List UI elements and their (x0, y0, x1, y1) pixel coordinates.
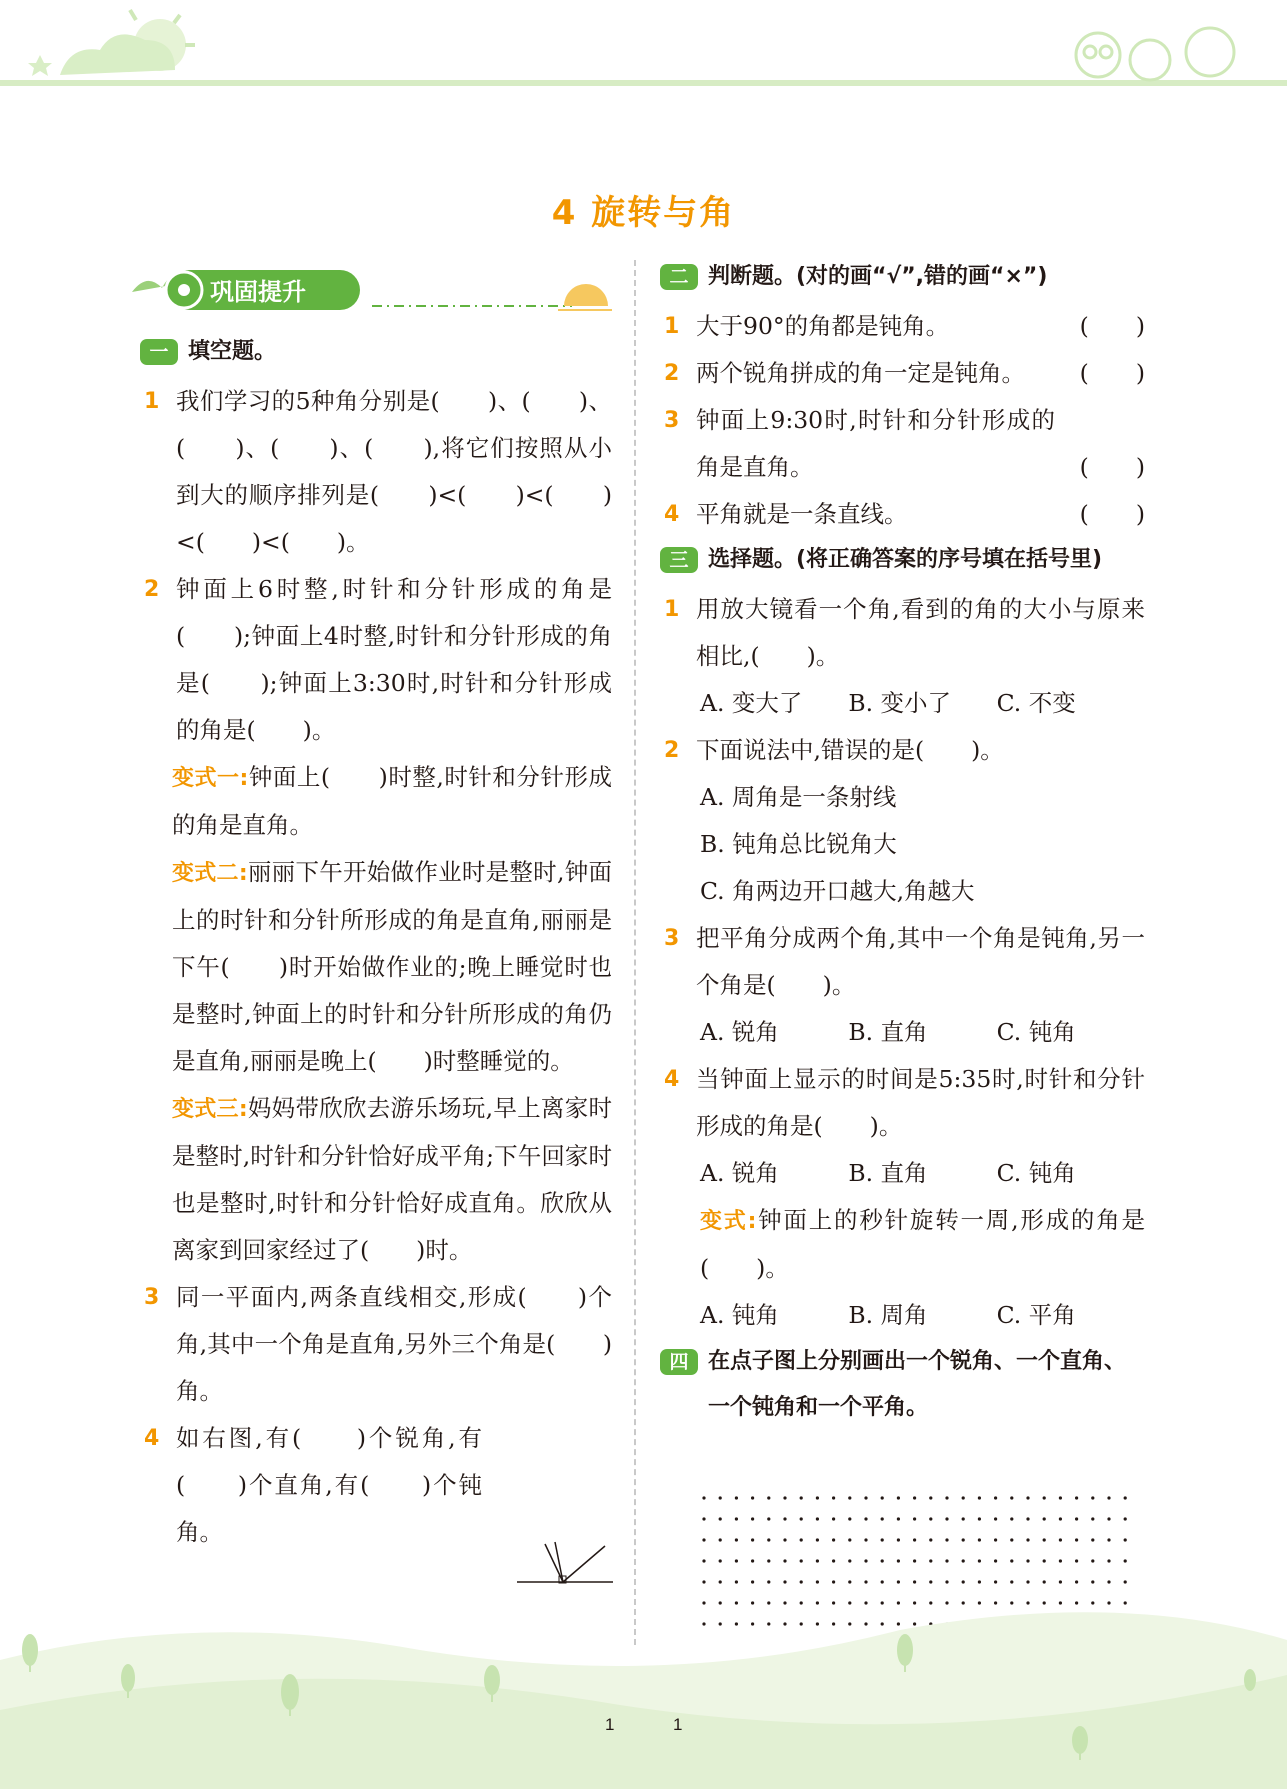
grid-dot (929, 1580, 932, 1583)
grid-dot (1075, 1517, 1078, 1520)
grid-dot (816, 1559, 819, 1562)
grid-dot (1026, 1580, 1029, 1583)
variant-text: 钟面上的秒针旋转一周,形成的角是( )。 (700, 1206, 1145, 1282)
grid-dot (1091, 1496, 1094, 1499)
grid-dot (881, 1559, 884, 1562)
grid-dot (945, 1538, 948, 1541)
section-draw-heading (660, 1339, 1145, 1431)
grid-dot (1107, 1496, 1110, 1499)
grid-dot (962, 1580, 965, 1583)
grid-dot (1107, 1538, 1110, 1541)
grid-dot (832, 1538, 835, 1541)
question-number: 2 (664, 361, 680, 386)
grid-dot (1059, 1496, 1062, 1499)
fill-question-3 (140, 1274, 612, 1415)
grid-dot (1043, 1559, 1046, 1562)
grid-dot (800, 1517, 803, 1520)
grid-dot (1124, 1496, 1127, 1499)
question-text: 我们学习的5种角分别是( )、( )、( )、( )、( ),将它们按照从小到大的顺序排列是( )<( )<( )<( )<( )。 (176, 387, 612, 556)
section-title: 在点子图上分别画出一个锐角、一个直角、一个钝角和一个平角。 (708, 1349, 1127, 1420)
choice-question-1 (660, 586, 1145, 680)
grid-dot (929, 1538, 932, 1541)
grid-dot (832, 1580, 835, 1583)
grid-dot (783, 1538, 786, 1541)
grid-dot (702, 1538, 705, 1541)
grid-dot (832, 1496, 835, 1499)
grid-dot (897, 1517, 900, 1520)
grid-dot (881, 1517, 884, 1520)
section-banner (132, 262, 612, 318)
grid-dot (994, 1559, 997, 1562)
question-text: 两个锐角拼成的角一定是钝角。 (696, 359, 1025, 387)
question-number: 3 (144, 1285, 160, 1310)
option-a[interactable]: A. 锐角 (700, 1018, 779, 1046)
grid-dot (1124, 1580, 1127, 1583)
grid-dot (978, 1559, 981, 1562)
grid-dot (800, 1538, 803, 1541)
animal-heads-icon (1076, 28, 1234, 80)
choice-options-3 (660, 1009, 1145, 1056)
grid-dot (751, 1559, 754, 1562)
grid-dot (702, 1559, 705, 1562)
choice-question-2 (660, 727, 1145, 774)
grid-dot (994, 1538, 997, 1541)
option-b[interactable]: B. 直角 (848, 1159, 928, 1187)
grid-dot (1010, 1496, 1013, 1499)
grid-dot (962, 1517, 965, 1520)
option-c[interactable]: C. 平角 (996, 1301, 1076, 1329)
grid-dot (897, 1538, 900, 1541)
variant-label: 变式二: (172, 861, 248, 886)
grid-dot (751, 1580, 754, 1583)
question-text: 平角就是一条直线。 (696, 500, 908, 528)
judge-question-4 (660, 491, 1145, 538)
grid-dot (1075, 1496, 1078, 1499)
grid-dot (783, 1496, 786, 1499)
grid-dot (994, 1496, 997, 1499)
grid-dot (913, 1496, 916, 1499)
option-c[interactable]: C. 钝角 (996, 1159, 1076, 1187)
question-text: 同一平面内,两条直线相交,形成( )个角,其中一个角是直角,另外三个角是( )角。 (176, 1283, 612, 1405)
grid-dot (962, 1559, 965, 1562)
grid-dot (816, 1517, 819, 1520)
section-badge: 四 (660, 1349, 698, 1375)
grid-dot (913, 1517, 916, 1520)
grid-dot (1026, 1517, 1029, 1520)
grid-dot (945, 1580, 948, 1583)
sun-cloud-icon (28, 10, 195, 76)
option-a[interactable]: A. 周角是一条射线 (700, 783, 897, 811)
choice-options-1 (660, 680, 1145, 727)
grid-dot (767, 1559, 770, 1562)
grid-dot (800, 1580, 803, 1583)
grid-dot (719, 1496, 722, 1499)
question-text: 下面说法中,错误的是( )。 (696, 736, 1004, 764)
grid-dot (767, 1496, 770, 1499)
question-text: 钟面上6时整,时针和分针形成的角是( );钟面上4时整,时针和分针形成的角是( );钟面上3:30时,时针和分针形成的角是( )。 (176, 575, 612, 744)
question-number: 1 (664, 314, 680, 339)
judge-question-1 (660, 303, 1145, 350)
grid-dot (751, 1538, 754, 1541)
grid-dot (913, 1538, 916, 1541)
question-number: 4 (144, 1426, 160, 1451)
grid-dot (1043, 1517, 1046, 1520)
grid-dot (1059, 1538, 1062, 1541)
question-text: 把平角分成两个角,其中一个角是钝角,另一个角是( )。 (696, 924, 1145, 999)
fill-question-1 (140, 378, 612, 566)
option-c[interactable]: C. 角两边开口越大,角越大 (700, 877, 975, 905)
option-c[interactable]: C. 钝角 (996, 1018, 1076, 1046)
option-a[interactable]: A. 变大了 (700, 689, 803, 717)
grid-dot (848, 1580, 851, 1583)
choice-variant (660, 1197, 1145, 1292)
grid-dot (1075, 1559, 1078, 1562)
answer-blank: ( ) (1079, 453, 1145, 481)
grid-dot (962, 1496, 965, 1499)
right-column (660, 255, 1145, 1435)
left-column (140, 330, 612, 1556)
variant-text: 钟面上( )时整,时针和分针形成的角是直角。 (172, 763, 612, 839)
grid-dot (702, 1580, 705, 1583)
grid-dot (1043, 1580, 1046, 1583)
grid-dot (881, 1580, 884, 1583)
page-number-left: 1 (605, 1715, 615, 1734)
choice-options-variant (660, 1292, 1145, 1339)
grid-dot (1107, 1559, 1110, 1562)
question-number: 3 (664, 408, 680, 433)
grid-dot (1010, 1559, 1013, 1562)
variant-3 (140, 1085, 612, 1274)
grid-dot (897, 1580, 900, 1583)
grid-dot (1124, 1517, 1127, 1520)
section-fill-heading (140, 330, 612, 374)
grid-dot (719, 1580, 722, 1583)
grid-dot (816, 1496, 819, 1499)
grid-dot (1091, 1538, 1094, 1541)
grid-dot (864, 1559, 867, 1562)
bottom-scenery (0, 1600, 1287, 1789)
variant-text: 妈妈带欣欣去游乐场玩,早上离家时是整时,时针和分针恰好成平角;下午回家时也是整时,时针和分针恰好成直角。欣欣从离家到回家经过了( )时。 (172, 1094, 612, 1264)
option-c[interactable]: C. 不变 (996, 689, 1076, 717)
grid-dot (816, 1580, 819, 1583)
grid-dot (751, 1517, 754, 1520)
grid-dot (1091, 1580, 1094, 1583)
grid-dot (735, 1496, 738, 1499)
grid-dot (702, 1517, 705, 1520)
grid-dot (1010, 1517, 1013, 1520)
section-title: 填空题。 (188, 339, 277, 364)
grid-dot (832, 1559, 835, 1562)
grid-dot (735, 1538, 738, 1541)
grid-dot (962, 1538, 965, 1541)
grid-dot (1091, 1559, 1094, 1562)
question-text: 当钟面上显示的时间是5:35时,时针和分针形成的角是( )。 (696, 1065, 1145, 1140)
angle-figure (515, 1540, 615, 1600)
question-text: 钟面上9:30时,时针和分针形成的角是直角。 (696, 406, 1055, 481)
question-number: 2 (144, 577, 160, 602)
top-decoration (0, 0, 1287, 120)
grid-dot (1075, 1580, 1078, 1583)
grid-dot (719, 1538, 722, 1541)
variant-2 (140, 849, 612, 1085)
grid-dot (1124, 1559, 1127, 1562)
grid-dot (1091, 1517, 1094, 1520)
question-number: 4 (664, 502, 680, 527)
section-badge: 三 (660, 547, 698, 573)
section-title: 判断题。(对的画“√”,错的画“×”) (708, 264, 1048, 289)
grid-dot (864, 1517, 867, 1520)
question-number: 2 (664, 738, 680, 763)
grid-dot (800, 1496, 803, 1499)
grid-dot (1107, 1517, 1110, 1520)
grid-dot (913, 1559, 916, 1562)
option-b[interactable]: B. 直角 (848, 1018, 928, 1046)
grid-dot (767, 1538, 770, 1541)
grid-dot (848, 1496, 851, 1499)
grid-dot (864, 1580, 867, 1583)
variant-1 (140, 754, 612, 849)
section-judge-heading (660, 255, 1145, 299)
grid-dot (735, 1580, 738, 1583)
section-badge: 二 (660, 264, 698, 290)
grid-dot (978, 1538, 981, 1541)
question-text: 如右图,有( )个锐角,有( )个直角,有( )个钝角。 (176, 1424, 482, 1546)
grid-dot (864, 1496, 867, 1499)
grid-dot (1075, 1538, 1078, 1541)
grid-dot (1026, 1559, 1029, 1562)
option-b[interactable]: B. 钝角总比锐角大 (700, 830, 897, 858)
grid-dot (994, 1580, 997, 1583)
grid-dot (913, 1580, 916, 1583)
judge-question-3 (660, 397, 1145, 491)
grid-dot (945, 1559, 948, 1562)
grid-dot (767, 1580, 770, 1583)
grid-dot (929, 1559, 932, 1562)
answer-blank: ( ) (1079, 500, 1145, 528)
grid-dot (1026, 1496, 1029, 1499)
grid-dot (1010, 1538, 1013, 1541)
page-number-right: 1 (673, 1715, 683, 1734)
question-text: 大于90°的角都是钝角。 (696, 312, 950, 340)
grid-dot (767, 1517, 770, 1520)
option-b[interactable]: B. 变小了 (848, 689, 952, 717)
judge-question-2 (660, 350, 1145, 397)
variant-label: 变式三: (172, 1097, 248, 1122)
variant-label: 变式: (700, 1209, 757, 1234)
grid-dot (994, 1517, 997, 1520)
grid-dot (735, 1517, 738, 1520)
choice-options-4 (660, 1150, 1145, 1197)
grid-dot (864, 1538, 867, 1541)
grid-dot (1010, 1580, 1013, 1583)
option-a[interactable]: A. 钝角 (700, 1301, 779, 1329)
grid-dot (881, 1538, 884, 1541)
grid-dot (1059, 1580, 1062, 1583)
column-divider (634, 260, 636, 1645)
grid-dot (816, 1538, 819, 1541)
section-choice-heading (660, 538, 1145, 582)
grid-dot (945, 1496, 948, 1499)
grid-dot (848, 1517, 851, 1520)
grid-dot (929, 1517, 932, 1520)
grid-dot (978, 1580, 981, 1583)
answer-blank: ( ) (1079, 312, 1145, 340)
section-title: 选择题。(将正确答案的序号填在括号里) (708, 547, 1103, 572)
option-b[interactable]: B. 周角 (848, 1301, 928, 1329)
grid-dot (929, 1496, 932, 1499)
grid-dot (1059, 1517, 1062, 1520)
grid-dot (1107, 1580, 1110, 1583)
grid-dot (1124, 1538, 1127, 1541)
grid-dot (978, 1496, 981, 1499)
page-title: 4 旋转与角 (551, 193, 736, 233)
banner-label: 巩固提升 (210, 278, 306, 306)
section-badge: 一 (140, 339, 178, 365)
fill-question-4 (140, 1415, 612, 1556)
question-number: 3 (664, 926, 680, 951)
grid-dot (881, 1496, 884, 1499)
grid-dot (848, 1538, 851, 1541)
grid-dot (1059, 1559, 1062, 1562)
grid-dot (1026, 1538, 1029, 1541)
question-number: 1 (664, 597, 680, 622)
grid-dot (719, 1517, 722, 1520)
question-text: 用放大镜看一个角,看到的角的大小与原来相比,( )。 (696, 595, 1145, 670)
grid-dot (783, 1580, 786, 1583)
variant-label: 变式一: (172, 766, 249, 791)
grid-dot (897, 1559, 900, 1562)
grid-dot (735, 1559, 738, 1562)
question-number: 1 (144, 389, 160, 414)
fill-question-2 (140, 566, 612, 754)
variant-text: 丽丽下午开始做作业时是整时,钟面上的时针和分针所形成的角是直角,丽丽是下午( )时开始做作业的;晚上睡觉时也是整时,钟面上的时针和分针所形成的角仍是直角,丽丽是晚上( )时整睡觉的。 (172, 858, 612, 1075)
choice-question-3 (660, 915, 1145, 1009)
grid-dot (783, 1517, 786, 1520)
grid-dot (897, 1496, 900, 1499)
choice-question-4 (660, 1056, 1145, 1150)
option-a[interactable]: A. 锐角 (700, 1159, 779, 1187)
grid-dot (848, 1559, 851, 1562)
grid-dot (832, 1517, 835, 1520)
grid-dot (978, 1517, 981, 1520)
grid-dot (751, 1496, 754, 1499)
grid-dot (1043, 1496, 1046, 1499)
grid-dot (1043, 1538, 1046, 1541)
grid-dot (702, 1496, 705, 1499)
question-number: 4 (664, 1067, 680, 1092)
grid-dot (719, 1559, 722, 1562)
grid-dot (945, 1517, 948, 1520)
grid-dot (800, 1559, 803, 1562)
answer-blank: ( ) (1079, 359, 1145, 387)
grid-dot (783, 1559, 786, 1562)
